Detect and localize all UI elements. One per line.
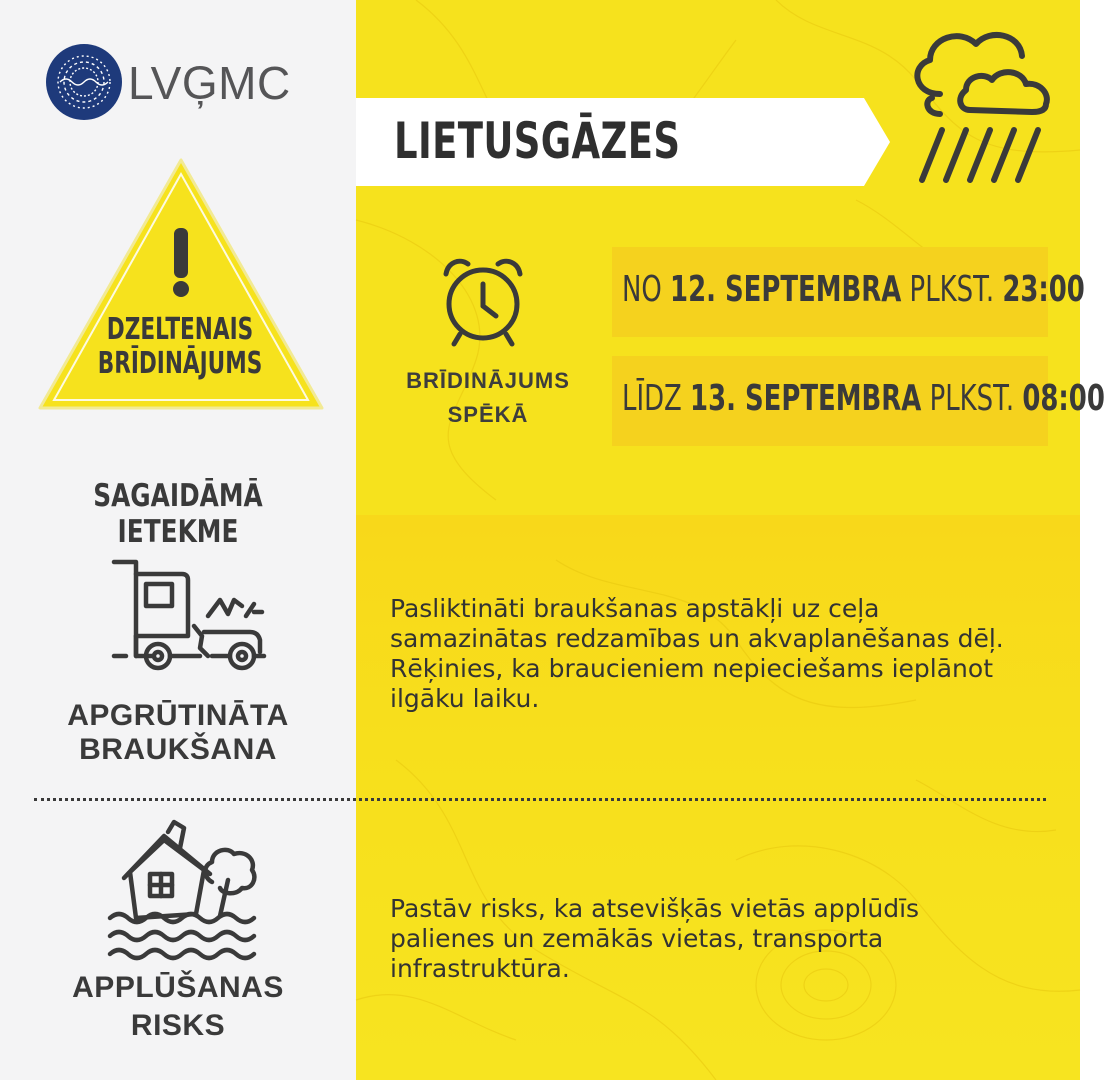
from-time: 23:00 (1002, 269, 1085, 310)
to-date: 13. SEPTEMBRA (690, 378, 922, 419)
validity-to-box (612, 356, 1105, 446)
rain-cloud-icon (900, 24, 1062, 194)
impact-driving-label-line2: BRAUKŠANA (79, 733, 277, 766)
driving-desc-line: Rēķinies, ka braucieniem nepieciešams ieplānot (390, 654, 993, 683)
to-time: 08:00 (1022, 378, 1105, 419)
from-prefix: NO (622, 269, 662, 310)
driving-desc-line: samazinātas redzamības un akvaplanēšanas dēļ. (390, 624, 1004, 653)
flooded-house-icon (104, 818, 260, 968)
alarm-clock-icon (438, 254, 528, 348)
flood-desc-line: infrastruktūra. (390, 954, 570, 983)
from-mid: PLKST. (909, 269, 995, 310)
driving-desc-line: ilgāku laiku. (390, 684, 540, 713)
validity-label-line1: BRĪDINĀJUMS (406, 368, 570, 393)
driving-desc-line: Pasliktināti braukšanas apstākļi uz ceļa (390, 594, 880, 623)
validity-from-text (622, 269, 1085, 310)
flood-desc-line: Pastāv risks, ka atsevišķās vietās applūdīs (390, 894, 920, 923)
warning-level-line1: DZELTENAIS (106, 312, 254, 347)
section-divider (34, 798, 1046, 801)
logo-globe-icon (44, 42, 124, 122)
validity-to-text (622, 378, 1105, 419)
impact-flood-label-line1: APPLŪŠANAS (72, 971, 284, 1004)
validity-label-line2: SPĒKĀ (447, 402, 529, 427)
impact-heading: SAGAIDĀMĀ IETEKME (93, 478, 263, 550)
page-title: LIETUSGĀZES (394, 112, 681, 170)
to-mid: PLKST. (929, 378, 1015, 419)
to-prefix: LĪDZ (622, 378, 682, 419)
impact-driving-label-line1: APGRŪTINĀTA (67, 699, 289, 732)
validity-from-box (612, 247, 1085, 337)
warning-level-line2: BRĪDINĀJUMS (97, 346, 263, 381)
from-date: 12. SEPTEMBRA (670, 269, 902, 310)
car-crash-icon (108, 556, 268, 678)
impact-flood-label-line2: RISKS (130, 1009, 226, 1042)
lvgmc-logo (44, 42, 304, 124)
logo-text: LVĢMC (128, 57, 291, 109)
flood-desc-line: palienes un zemākās vietas, transporta (390, 924, 884, 953)
